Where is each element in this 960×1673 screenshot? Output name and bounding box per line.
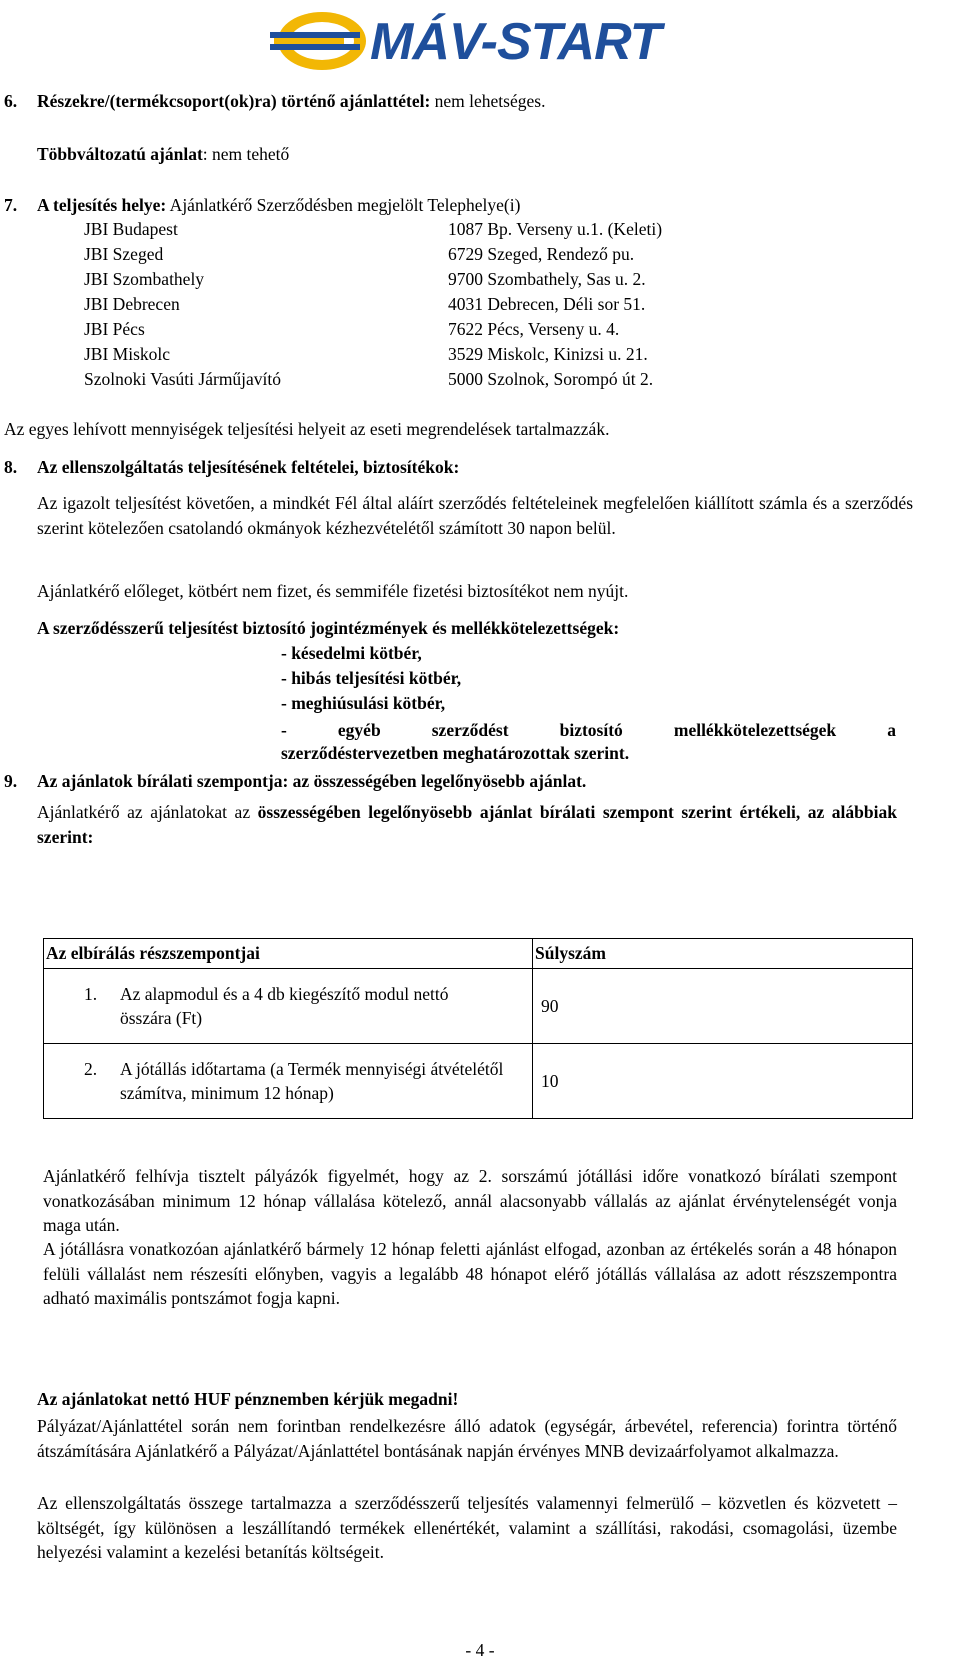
site-address: 9700 Szombathely, Sas u. 2. — [448, 269, 646, 289]
section-9-heading: Az ajánlatok bírálati szempontja: az összességében legelőnyösebb ajánlat. — [37, 771, 587, 791]
costs-paragraph: Az ellenszolgáltatás összege tartalmazza a szerződésszerű teljesítés valamennyi felmerülő – közvetlen és közvetett – költségét, így különösen a leszállítandó termékek ellenértékét, valamint a szállítási, rakodási, csomagolási, üzembe helyezési valamint a kezelési betanítás költségeit. — [37, 1493, 897, 1562]
criteria-header-cell: Az elbírálás részszempontjai — [44, 939, 533, 969]
variant-offer-label: Többváltozatú ajánlat — [37, 144, 203, 164]
site-name: JBI Debrecen — [84, 294, 180, 314]
criteria-cell — [44, 1044, 533, 1119]
evaluation-intro-bold: összességében legelőnyösebb ajánlat bírálati szempont szerint értékeli, az alábbiak szerint: — [37, 802, 897, 847]
site-address: 3529 Miskolc, Kinizsi u. 21. — [448, 344, 648, 364]
site-name: JBI Budapest — [84, 219, 178, 239]
warranty-paragraph: A jótállásra vonatkozóan ajánlatkérő bármely 12 hónap feletti ajánlást elfogad, azonban az értékelés során a 48 hónapon felüli vállalást nem részesíti előnyben, vagyis a legalább 48 hónapot elérő jótállás vállalása az adott részszempontra adható maximális pontszámot fogja kapni. — [43, 1239, 897, 1308]
site-name: JBI Pécs — [84, 319, 145, 339]
currency-heading: Az ajánlatokat nettó HUF pénznemben kérjük megadni! — [37, 1389, 459, 1409]
section-7-number: 7. — [4, 195, 18, 215]
criteria-number: 1. — [84, 984, 98, 1004]
guarantee-item-last: - egyéb szerződést biztosító mellékkötelezettségek a — [281, 720, 896, 740]
site-address: 1087 Bp. Verseny u.1. (Keleti) — [448, 219, 663, 239]
site-address: 5000 Szolnok, Sorompó út 2. — [448, 369, 654, 389]
weight-header-cell: Súlyszám — [533, 939, 913, 969]
guarantee-item: - hibás teljesítési kötbér, — [281, 668, 462, 688]
attention-paragraph: Ajánlatkérő felhívja tisztelt pályázók figyelmét, hogy az 2. sorszámú jótállási időre vonatkozó bírálati szempont vonatkozásában minimum 12 hónap vállalása kötelező, annál alacsonyabb vállalás az ajánlat érvénytelenségét vonja maga után. — [43, 1166, 897, 1235]
site-name: Szolnoki Vasúti Járműjavító — [84, 369, 282, 389]
criteria-text: Az alapmodul és a 4 db kiegészítő modul nettó összára (Ft) — [120, 984, 449, 1028]
criteria-text: A jótállás időtartama (a Termék mennyiségi átvételétől számítva, minimum 12 hónap) — [120, 1059, 504, 1103]
site-address: 4031 Debrecen, Déli sor 51. — [448, 294, 646, 314]
evaluation-intro — [37, 800, 897, 849]
guarantee-item-last-cont: szerződéstervezetben meghatározottak szerint. — [281, 743, 630, 763]
site-name: JBI Miskolc — [84, 344, 171, 364]
criteria-cell — [44, 969, 533, 1044]
section-9-number: 9. — [4, 771, 18, 791]
currency-paragraph: Pályázat/Ajánlattétel során nem forintban rendelkezésre álló adatok (egységár, árbevétel, referencia) forintra történő átszámítására Ajánlatkérő a Pályázat/Ajánlattétel bontásának napján érvényes MNB devizaárfolyamot alkalmazza. — [37, 1416, 897, 1461]
variant-offer-line — [37, 144, 289, 165]
site-name: JBI Szeged — [84, 244, 164, 264]
section-7-heading — [37, 195, 520, 216]
criteria-table — [43, 938, 913, 1119]
site-address: 6729 Szeged, Rendező pu. — [448, 244, 635, 264]
weight-cell: 10 — [533, 1044, 913, 1119]
weight-cell: 90 — [533, 969, 913, 1044]
criteria-table-header — [44, 939, 913, 969]
payment-terms-paragraph: Az igazolt teljesítést követően, a mindkét Fél által aláírt szerződés feltételeinek megfelelően kiállított számla és a szerződés szerint kötelezően csatolandó okmányok kézhezvételétől számított 30 napon belül. — [37, 493, 913, 538]
section-7-note: Az egyes lehívott mennyiségek teljesítési helyeit az eseti megrendelések tartalmazzák. — [4, 419, 610, 439]
criteria-number: 2. — [84, 1059, 98, 1079]
section-6-value: nem lehetséges. — [430, 91, 546, 111]
page-number: - 4 - — [465, 1640, 495, 1660]
section-8-heading: Az ellenszolgáltatás teljesítésének feltételei, biztosítékok: — [37, 457, 460, 477]
logo-text: MÁV-START — [370, 13, 661, 71]
guarantee-item: - késedelmi kötbér, — [281, 643, 422, 663]
section-6-number: 6. — [4, 91, 18, 111]
guarantee-item: - meghiúsulási kötbér, — [281, 693, 446, 713]
evaluation-intro-plain: Ajánlatkérő az ajánlatokat az — [37, 802, 258, 822]
no-advance-paragraph: Ajánlatkérő előleget, kötbért nem fizet, és semmiféle fizetési biztosítékot nem nyújt. — [37, 581, 629, 601]
site-address: 7622 Pécs, Verseny u. 4. — [448, 319, 620, 339]
variant-offer-value: : nem tehető — [202, 144, 290, 164]
section-6-label: Részekre/(termékcsoport(ok)ra) történő ajánlattétel: — [37, 91, 431, 111]
section-7-label: A teljesítés helye: — [37, 195, 167, 215]
table-row — [44, 969, 913, 1044]
logo-emblem-icon — [270, 6, 370, 76]
section-6-heading — [37, 91, 545, 112]
guarantee-heading: A szerződésszerű teljesítést biztosító jogintézmények és mellékkötelezettségek: — [37, 618, 620, 638]
section-8-number: 8. — [4, 457, 18, 477]
mav-start-logo — [270, 6, 680, 76]
table-row — [44, 1044, 913, 1119]
site-name: JBI Szombathely — [84, 269, 205, 289]
section-7-value: Ajánlatkérő Szerződésben megjelölt Telephelye(i) — [166, 195, 521, 215]
